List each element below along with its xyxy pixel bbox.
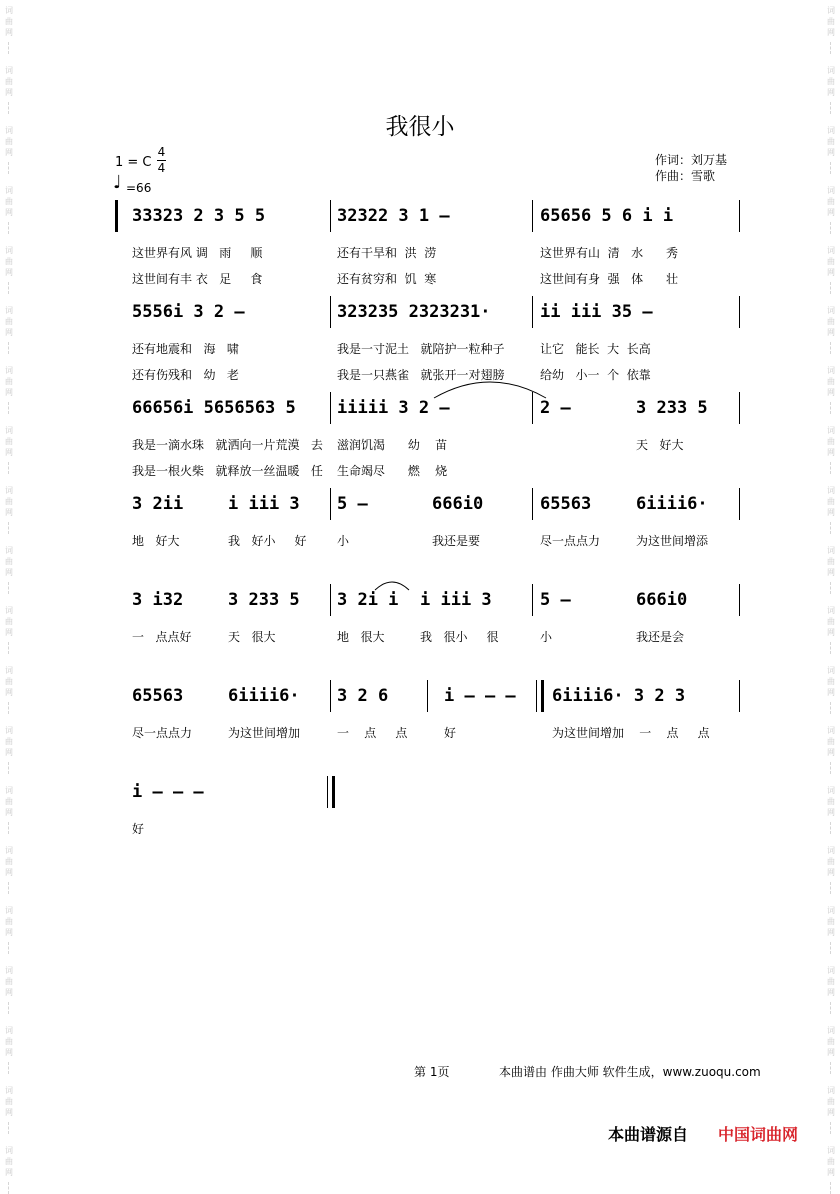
watermark-char: 词: [827, 726, 835, 735]
watermark-char: 网: [827, 688, 835, 697]
watermark-char: 曲: [5, 497, 13, 506]
measure-notes: 666i0: [636, 590, 688, 610]
watermark-divider: [8, 582, 10, 594]
measure-notes: 32322 3 1 –: [337, 206, 450, 226]
watermark-char: 网: [5, 148, 13, 157]
barline: [330, 296, 331, 328]
barline: [532, 392, 533, 424]
lyric-verse-1: 我 很小 很: [420, 630, 499, 644]
watermark-char: 曲: [827, 1157, 835, 1166]
watermark-char: 曲: [827, 677, 835, 686]
measure-notes: i – – –: [132, 782, 204, 802]
measure-notes: 66656i 5656563 5: [132, 398, 296, 418]
lyric-verse-1: 小: [540, 630, 553, 644]
watermark-char: 曲: [827, 77, 835, 86]
watermark-char: 词: [5, 966, 13, 975]
watermark-char: 词: [5, 426, 13, 435]
watermark-char: 词: [5, 306, 13, 315]
lyric-verse-2: 还有贫穷和 饥 寒: [337, 272, 437, 286]
meter-top: 4: [157, 145, 166, 159]
watermark-divider: [830, 642, 832, 654]
watermark-char: 曲: [5, 437, 13, 446]
watermark-char: 词: [827, 186, 835, 195]
watermark-char: 网: [5, 1048, 13, 1057]
watermark-char: 网: [5, 1168, 13, 1177]
watermark-char: 词: [5, 1086, 13, 1095]
barline: [532, 296, 533, 328]
measure-notes: 666i0: [432, 494, 484, 514]
watermark-char: 网: [827, 88, 835, 97]
watermark-divider: [830, 942, 832, 954]
page-number: 第 1页: [414, 1065, 450, 1079]
watermark-char: 曲: [827, 137, 835, 146]
barline: [739, 200, 740, 232]
watermark-char: 网: [827, 508, 835, 517]
watermark-char: 曲: [5, 317, 13, 326]
meter-bottom: 4: [157, 161, 166, 175]
watermark-char: 网: [827, 628, 835, 637]
watermark-divider: [830, 882, 832, 894]
lyric-verse-1: 地 很大: [337, 630, 385, 644]
watermark-char: 词: [827, 246, 835, 255]
watermark-char: 网: [5, 208, 13, 217]
lyric-verse-1: 好: [444, 726, 457, 740]
lyric-verse-1: 一 点点好: [132, 630, 192, 644]
barline: [330, 584, 331, 616]
watermark-char: 词: [5, 846, 13, 855]
watermark-char: 网: [827, 748, 835, 757]
watermark-char: 曲: [827, 437, 835, 446]
watermark-char: 网: [5, 988, 13, 997]
watermark-char: 曲: [5, 977, 13, 986]
measure-notes: 3 2 6: [337, 686, 389, 706]
barline: [532, 200, 533, 232]
barline: [739, 296, 740, 328]
repeat-barline: [536, 680, 544, 712]
watermark-char: 网: [5, 328, 13, 337]
lyric-verse-1: 尽一点点力: [132, 726, 193, 740]
watermark-divider: [8, 342, 10, 354]
barline: [330, 488, 331, 520]
barline: [330, 680, 331, 712]
tempo-marking: =66: [126, 181, 152, 195]
watermark-char: 词: [5, 726, 13, 735]
watermark-char: 词: [5, 126, 13, 135]
watermark-char: 曲: [5, 797, 13, 806]
watermark-divider: [8, 162, 10, 174]
watermark-char: 词: [5, 666, 13, 675]
lyric-verse-2: 给幼 小一 个 依靠: [540, 368, 651, 382]
measure-notes: iiiii 3 2 –: [337, 398, 450, 418]
watermark-char: 曲: [5, 917, 13, 926]
lyric-verse-2: 还有伤残和 幼 老: [132, 368, 239, 382]
lyric-verse-1: 为这世间增添: [636, 534, 709, 548]
watermark-char: 词: [5, 66, 13, 75]
measure-notes: 6iiii6·: [636, 494, 708, 514]
watermark-char: 词: [827, 1146, 835, 1155]
lyric-verse-1: 滋润饥渴 幼 苗: [337, 438, 448, 452]
barline: [532, 488, 533, 520]
watermark-divider: [830, 402, 832, 414]
lyricist: 作词：刘万基: [655, 153, 728, 167]
watermark-char: 曲: [827, 1037, 835, 1046]
measure-notes: 65563: [132, 686, 184, 706]
lyric-verse-1: 一 点 点: [337, 726, 408, 740]
watermark-divider: [830, 342, 832, 354]
watermark-divider: [8, 1002, 10, 1014]
watermark-char: 网: [5, 1108, 13, 1117]
credits: [655, 152, 727, 184]
measure-notes: 3 2ii: [132, 494, 184, 514]
watermark-char: 词: [5, 366, 13, 375]
watermark-char: 网: [5, 868, 13, 877]
watermark-divider: [8, 462, 10, 474]
watermark-char: 网: [5, 688, 13, 697]
watermark-char: 词: [827, 606, 835, 615]
watermark-char: 词: [827, 546, 835, 555]
watermark-char: 网: [827, 808, 835, 817]
time-signature: [157, 146, 166, 175]
watermark-char: 曲: [5, 197, 13, 206]
watermark-char: 网: [5, 448, 13, 457]
measure-notes: 33323 2 3 5 5: [132, 206, 266, 226]
watermark-char: 词: [827, 906, 835, 915]
watermark-char: 网: [827, 568, 835, 577]
watermark-char: 曲: [5, 137, 13, 146]
watermark-divider: [830, 222, 832, 234]
watermark-char: 词: [5, 906, 13, 915]
watermark-divider: [8, 1182, 10, 1194]
watermark-char: 网: [827, 868, 835, 877]
source-prefix: 本曲谱源自: [608, 1125, 689, 1144]
watermark-char: 曲: [5, 857, 13, 866]
watermark-char: 词: [5, 6, 13, 15]
watermark-char: 词: [5, 186, 13, 195]
measure-notes: 6iiii6· 3 2 3: [552, 686, 686, 706]
measure-notes: 6iiii6·: [228, 686, 300, 706]
watermark-char: 曲: [827, 797, 835, 806]
lyric-verse-1: 地 好大: [132, 534, 180, 548]
right-watermark-strip: [824, 0, 838, 1177]
watermark-char: 网: [5, 748, 13, 757]
watermark-char: 词: [5, 486, 13, 495]
watermark-char: 曲: [5, 557, 13, 566]
song-title: 我很小: [385, 114, 455, 140]
measure-notes: i iii 3: [228, 494, 300, 514]
lyric-verse-1: 天 很大: [228, 630, 276, 644]
lyric-verse-1: 这世界有风 调 雨 顺: [132, 246, 263, 260]
watermark-char: 网: [827, 28, 835, 37]
lyric-verse-1: 我是一寸泥土 就陪护一粒种子: [337, 342, 505, 356]
watermark-char: 曲: [827, 617, 835, 626]
measure-notes: 3 2i i: [337, 590, 399, 610]
lyric-verse-1: 为这世间增加: [228, 726, 301, 740]
watermark-divider: [8, 402, 10, 414]
measure-notes: 5 –: [540, 590, 571, 610]
watermark-divider: [830, 1122, 832, 1134]
lyric-verse-2: 这世间有丰 衣 足 食: [132, 272, 263, 286]
watermark-char: 词: [827, 6, 835, 15]
lyric-verse-1: 让它 能长 大 长高: [540, 342, 651, 356]
measure-notes: 65563: [540, 494, 592, 514]
watermark-char: 词: [5, 246, 13, 255]
watermark-char: 曲: [827, 977, 835, 986]
watermark-char: 词: [827, 66, 835, 75]
lyric-verse-1: 我 好小 好: [228, 534, 307, 548]
watermark-divider: [8, 42, 10, 54]
measure-notes: 3 233 5: [636, 398, 708, 418]
barline: [739, 488, 740, 520]
watermark-divider: [8, 642, 10, 654]
watermark-divider: [8, 522, 10, 534]
watermark-char: 曲: [5, 77, 13, 86]
watermark-char: 词: [827, 426, 835, 435]
watermark-divider: [830, 1182, 832, 1194]
lyric-verse-2: 我是一只燕雀 就张开一对翅膀: [337, 368, 505, 382]
watermark-char: 网: [827, 208, 835, 217]
watermark-char: 词: [5, 786, 13, 795]
watermark-char: 词: [5, 1146, 13, 1155]
watermark-char: 网: [827, 1108, 835, 1117]
lyric-verse-1: 我是一滴水珠 就洒向一片荒漠 去: [132, 438, 323, 452]
measure-notes: 3 233 5: [228, 590, 300, 610]
key-signature: 1 = C: [115, 155, 152, 170]
quarter-note-icon: ♩: [113, 172, 122, 193]
watermark-char: 词: [827, 786, 835, 795]
measure-notes: 65656 5 6 i i: [540, 206, 674, 226]
watermark-char: 词: [5, 1026, 13, 1035]
watermark-divider: [830, 762, 832, 774]
measure-notes: 2 –: [540, 398, 571, 418]
watermark-divider: [8, 822, 10, 834]
watermark-char: 网: [827, 1048, 835, 1057]
watermark-divider: [8, 942, 10, 954]
watermark-divider: [8, 222, 10, 234]
watermark-char: 曲: [5, 1097, 13, 1106]
measure-notes: i iii 3: [420, 590, 492, 610]
watermark-char: 曲: [827, 1097, 835, 1106]
watermark-char: 曲: [827, 917, 835, 926]
watermark-char: 曲: [827, 17, 835, 26]
watermark-divider: [830, 162, 832, 174]
watermark-divider: [830, 282, 832, 294]
measure-notes: 323235 2323231·: [337, 302, 491, 322]
watermark-char: 曲: [827, 857, 835, 866]
measure-notes: 5 –: [337, 494, 368, 514]
watermark-char: 词: [827, 126, 835, 135]
watermark-char: 词: [827, 486, 835, 495]
watermark-char: 网: [827, 988, 835, 997]
watermark-divider: [830, 1062, 832, 1074]
watermark-char: 曲: [5, 377, 13, 386]
watermark-divider: [830, 822, 832, 834]
watermark-char: 词: [827, 966, 835, 975]
watermark-char: 网: [5, 568, 13, 577]
watermark-char: 网: [5, 928, 13, 937]
source-brand[interactable]: 中国词曲网: [718, 1125, 799, 1144]
barline: [739, 392, 740, 424]
lyric-verse-1: 我还是要: [432, 534, 481, 548]
watermark-divider: [830, 1002, 832, 1014]
watermark-char: 曲: [5, 677, 13, 686]
watermark-divider: [8, 882, 10, 894]
watermark-char: 曲: [827, 257, 835, 266]
lyric-verse-1: 为这世间增加 一 点 点: [552, 726, 710, 740]
generator-credit: 本曲谱由 作曲大师 软件生成，www.zuoqu.com: [499, 1065, 761, 1079]
watermark-char: 词: [5, 606, 13, 615]
watermark-char: 网: [5, 268, 13, 277]
watermark-char: 词: [827, 846, 835, 855]
watermark-char: 曲: [5, 737, 13, 746]
lyric-verse-1: 天 好大: [636, 438, 684, 452]
watermark-divider: [830, 462, 832, 474]
watermark-char: 曲: [5, 617, 13, 626]
final-barline: [327, 776, 335, 808]
watermark-char: 网: [5, 28, 13, 37]
measure-notes: 3 i32: [132, 590, 184, 610]
watermark-char: 网: [5, 388, 13, 397]
lyric-verse-1: 小: [337, 534, 350, 548]
lyric-verse-1: 尽一点点力: [540, 534, 601, 548]
measure-notes: ii iii 35 –: [540, 302, 653, 322]
watermark-divider: [8, 1062, 10, 1074]
lyric-verse-2: 我是一根火柴 就释放一丝温暖 任: [132, 464, 323, 478]
watermark-char: 网: [5, 808, 13, 817]
lyric-verse-1: 还有干旱和 洪 涝: [337, 246, 437, 260]
watermark-divider: [830, 702, 832, 714]
watermark-char: 网: [5, 508, 13, 517]
watermark-divider: [8, 1122, 10, 1134]
watermark-char: 网: [5, 88, 13, 97]
lyric-verse-1: 还有地震和 海 啸: [132, 342, 239, 356]
source-brand-link[interactable]: [718, 1122, 798, 1145]
watermark-char: 网: [827, 928, 835, 937]
measure-notes: i – – –: [444, 686, 516, 706]
composer: 作曲：雪歌: [655, 169, 716, 183]
measure-notes: 5556i 3 2 –: [132, 302, 245, 322]
watermark-char: 网: [827, 448, 835, 457]
watermark-divider: [8, 762, 10, 774]
barline: [739, 584, 740, 616]
watermark-char: 网: [827, 1168, 835, 1177]
barline: [115, 200, 118, 232]
barline: [330, 392, 331, 424]
watermark-char: 网: [827, 148, 835, 157]
watermark-char: 曲: [5, 1157, 13, 1166]
watermark-char: 曲: [827, 557, 835, 566]
watermark-divider: [830, 582, 832, 594]
watermark-char: 词: [827, 666, 835, 675]
left-watermark-strip: [2, 0, 16, 1177]
lyric-verse-1: 好: [132, 822, 145, 836]
watermark-char: 网: [827, 328, 835, 337]
watermark-char: 曲: [5, 257, 13, 266]
watermark-char: 网: [827, 268, 835, 277]
watermark-char: 词: [827, 1026, 835, 1035]
watermark-divider: [8, 282, 10, 294]
watermark-divider: [830, 42, 832, 54]
watermark-char: 曲: [827, 317, 835, 326]
watermark-char: 曲: [827, 497, 835, 506]
lyric-verse-1: 我还是会: [636, 630, 685, 644]
watermark-char: 曲: [827, 737, 835, 746]
watermark-char: 曲: [5, 1037, 13, 1046]
watermark-char: 曲: [827, 197, 835, 206]
watermark-char: 词: [827, 366, 835, 375]
watermark-char: 曲: [5, 17, 13, 26]
watermark-char: 网: [5, 628, 13, 637]
lyric-verse-1: 这世界有山 清 水 秀: [540, 246, 678, 260]
barline: [532, 584, 533, 616]
watermark-char: 网: [827, 388, 835, 397]
lyric-verse-2: 生命竭尽 燃 烧: [337, 464, 448, 478]
watermark-char: 词: [827, 1086, 835, 1095]
watermark-char: 曲: [827, 377, 835, 386]
watermark-char: 词: [5, 546, 13, 555]
barline: [330, 200, 331, 232]
watermark-char: 词: [827, 306, 835, 315]
barline: [739, 680, 740, 712]
lyric-verse-2: 这世间有身 强 体 壮: [540, 272, 678, 286]
watermark-divider: [830, 522, 832, 534]
barline: [427, 680, 428, 712]
watermark-divider: [8, 702, 10, 714]
